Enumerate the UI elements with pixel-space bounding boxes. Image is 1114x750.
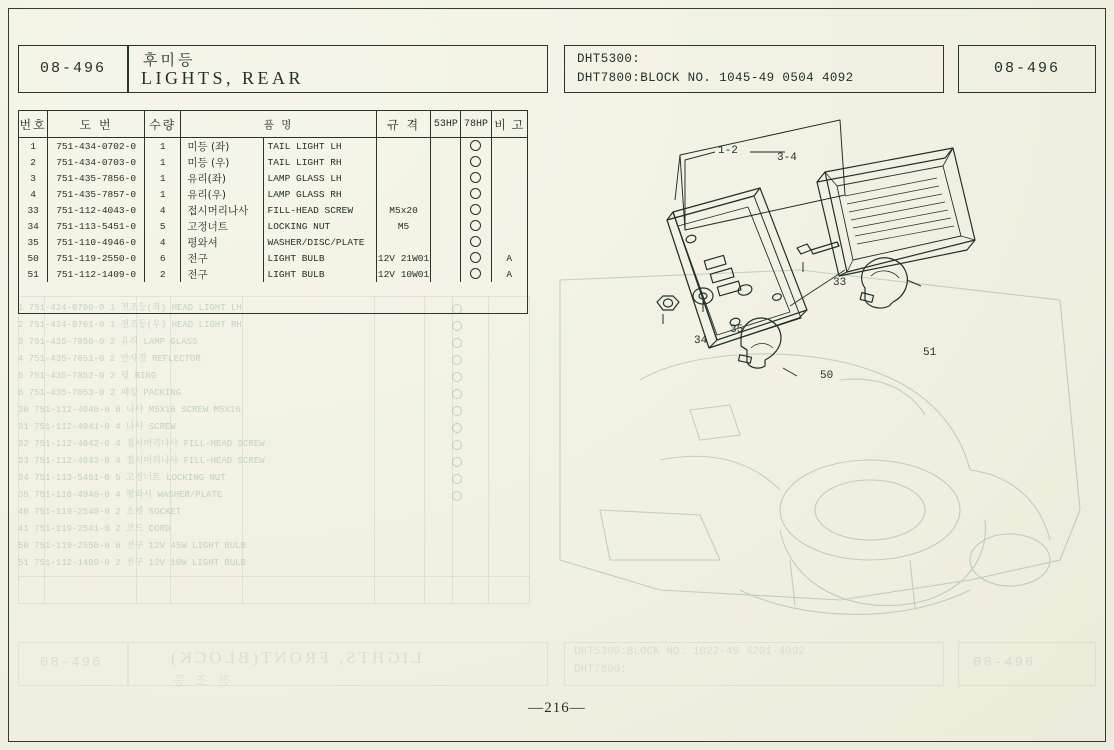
mark-dot (470, 204, 481, 215)
cell-part: 751-112-4043-0 (48, 202, 145, 218)
table-row (19, 154, 527, 170)
cell-no: 1 (19, 138, 48, 155)
cell-qty: 6 (144, 250, 180, 266)
table-row (19, 266, 527, 282)
page-number-right: 08-496 (993, 60, 1060, 77)
cell-53hp (431, 250, 461, 266)
cell-remark (491, 138, 527, 155)
callout-label-51: 51 (923, 347, 937, 359)
cell-remark (491, 154, 527, 170)
table-row (19, 218, 527, 234)
cell-no: 4 (19, 186, 48, 202)
ghost-title-en: LIGHTS, FRONT(BLOCK) (168, 648, 422, 667)
cell-name-en: LIGHT BULB (263, 250, 376, 266)
cell-part: 751-113-5451-0 (48, 218, 145, 234)
cell-53hp (431, 154, 461, 170)
cell-no: 50 (19, 250, 48, 266)
tail-light-illustration (545, 100, 1105, 680)
ghost-row: 31 751-112-4041-0 4 나사 SCREW (18, 422, 176, 432)
cell-no: 2 (19, 154, 48, 170)
col-header-part: 도 번 (48, 111, 145, 138)
ghost-row: 1 751-434-0700-0 1 전조등(좌) HEAD LIGHT LH (18, 303, 242, 313)
col-header-qty: 수량 (144, 111, 180, 138)
cell-name-en: FILL-HEAD SCREW (263, 202, 376, 218)
cell-name-en: TAIL LIGHT LH (263, 138, 376, 155)
cell-spec (376, 170, 430, 186)
cell-name-kr: 접시머리나사 (181, 202, 263, 218)
cell-name-kr: 평와셔 (181, 234, 263, 250)
cell-53hp (431, 170, 461, 186)
cell-name-en: LOCKING NUT (263, 218, 376, 234)
col-header-no: 번호 (19, 111, 48, 138)
cell-name-en: LAMP GLASS RH (263, 186, 376, 202)
callout-label-35: 35 (730, 324, 744, 336)
cell-spec (376, 138, 430, 155)
ghost-row: 35 751-110-4946-0 4 평와셔 WASHER/PLATE (18, 490, 223, 500)
cell-no: 34 (19, 218, 48, 234)
cell-name-kr: 고정너트 (181, 218, 263, 234)
cell-no: 35 (19, 234, 48, 250)
cell-qty: 1 (144, 138, 180, 155)
mark-dot (470, 236, 481, 247)
ghost-row: 32 751-112-4042-0 4 접시머리나사 FILL-HEAD SCREW (18, 439, 265, 449)
cell-78hp (461, 186, 491, 202)
cell-53hp (431, 234, 461, 250)
cell-spec (376, 154, 430, 170)
ghost-row: 4 751-435-7851-0 2 반사경 REFLECTOR (18, 354, 201, 364)
cell-name-kr: 전구 (181, 266, 263, 282)
cell-qty: 1 (144, 154, 180, 170)
cell-part: 751-112-1409-0 (48, 266, 145, 282)
ghost-row: 3 751-435-7850-0 2 유리 LAMP GLASS (18, 337, 198, 347)
cell-remark (491, 234, 527, 250)
cell-name-kr: 미등 (좌) (181, 138, 263, 155)
cell-spec: M5 (376, 218, 430, 234)
cell-no: 51 (19, 266, 48, 282)
table-row (19, 234, 527, 250)
parts-table-grid (19, 111, 527, 282)
cell-78hp (461, 250, 491, 266)
cell-78hp (461, 170, 491, 186)
cell-name-kr: 유리(좌) (181, 170, 263, 186)
cell-53hp (431, 218, 461, 234)
mark-dot (470, 252, 481, 263)
cell-78hp (461, 202, 491, 218)
cell-remark: A (506, 252, 513, 264)
ghost-row: 33 751-112-4043-0 4 접시머리나사 FILL-HEAD SCREW (18, 456, 265, 466)
cell-qty: 1 (144, 170, 180, 186)
cell-name-en: TAIL LIGHT RH (263, 154, 376, 170)
col-header-remark: 비 고 (491, 111, 527, 138)
ghost-row: 34 751-113-5451-0 5 고정너트 LOCKING NUT (18, 473, 226, 483)
model-note-line-2: DHT7800:BLOCK NO. 1045-49 0504 4092 (577, 71, 854, 85)
cell-qty: 2 (144, 266, 180, 282)
callout-label-3-4: 3-4 (777, 152, 797, 164)
cell-name-kr: 유리(우) (181, 186, 263, 202)
mark-dot (470, 188, 481, 199)
header-page-number-right-box (958, 45, 1096, 93)
cell-part: 751-435-7856-0 (48, 170, 145, 186)
ghost-header-right: 08-496 (973, 655, 1036, 671)
ghost-row: 2 751-434-0701-0 1 전조등(우) HEAD LIGHT RH (18, 320, 242, 330)
cell-qty: 5 (144, 218, 180, 234)
header-page-number-left-box (18, 45, 128, 93)
header-note-box (564, 45, 944, 93)
cell-remark: A (506, 268, 513, 280)
cell-name-en: LAMP GLASS LH (263, 170, 376, 186)
cell-remark (491, 170, 527, 186)
cell-no: 3 (19, 170, 48, 186)
ghost-note2: DHT7800: (574, 664, 627, 676)
model-note-line-1: DHT5300: (577, 52, 641, 66)
mark-dot (470, 156, 481, 167)
cell-part: 751-435-7857-0 (48, 186, 145, 202)
cell-name-en: LIGHT BULB (263, 266, 376, 282)
cell-name-kr: 전구 (181, 250, 263, 266)
col-header-78hp: 78HP (461, 111, 491, 138)
cell-qty: 4 (144, 202, 180, 218)
cell-part: 751-119-2550-0 (48, 250, 145, 266)
cell-part: 751-434-0703-0 (48, 154, 145, 170)
cell-name-kr: 미등 (우) (181, 154, 263, 170)
cell-53hp (431, 186, 461, 202)
cell-spec (376, 186, 430, 202)
mark-dot (470, 140, 481, 151)
parts-table-body (19, 138, 527, 283)
ghost-row: 40 751-119-2540-0 2 소켓 SOCKET (18, 507, 182, 517)
table-row (19, 202, 527, 218)
cell-qty: 1 (144, 186, 180, 202)
cell-remark (491, 202, 527, 218)
ghost-row: 6 751-435-7853-0 2 패킹 PACKING (18, 388, 182, 398)
callout-label-1-2: 1-2 (718, 145, 738, 157)
cell-part: 751-434-0702-0 (48, 138, 145, 155)
cell-53hp (431, 202, 461, 218)
cell-name-en: WASHER/DISC/PLATE (263, 234, 376, 250)
ghost-row: 51 751-112-1409-0 2 전구 12V 10W LIGHT BULB (18, 558, 247, 568)
table-header-row (19, 111, 527, 138)
callout-label-34: 34 (694, 335, 708, 347)
cell-remark (491, 186, 527, 202)
cell-53hp (431, 138, 461, 155)
parts-table (18, 110, 528, 282)
cell-78hp (461, 154, 491, 170)
cell-78hp (461, 234, 491, 250)
cell-spec (376, 234, 430, 250)
cell-no: 33 (19, 202, 48, 218)
ghost-row: 5 751-435-7852-0 2 링 RING (18, 371, 157, 381)
cell-spec: M5x20 (376, 202, 430, 218)
cell-78hp (461, 218, 491, 234)
cell-qty: 4 (144, 234, 180, 250)
callout-label-50: 50 (820, 370, 834, 382)
ghost-header-left: 08-496 (40, 655, 103, 671)
col-header-spec: 규 격 (376, 111, 430, 138)
col-header-53hp: 53HP (431, 111, 461, 138)
page-footer-number: —216— (528, 700, 586, 716)
ghost-note1: DHT5300:BLOCK NO. 1022-49 4201-4092 (574, 646, 806, 658)
table-row (19, 186, 527, 202)
page-title-korean: 후미등 (143, 51, 196, 69)
cell-part: 751-110-4946-0 (48, 234, 145, 250)
cell-78hp (461, 138, 491, 155)
mark-dot (470, 220, 481, 231)
ghost-row: 41 751-119-2541-0 2 코드 CORD (18, 524, 171, 534)
ghost-row: 50 751-119-2550-0 6 전구 12V 45W LIGHT BULB (18, 541, 247, 551)
callout-label-33: 33 (833, 277, 847, 289)
header-title-box (128, 45, 548, 93)
page-title-english: LIGHTS, REAR (141, 68, 304, 88)
cell-spec: 12V 10W01 (376, 266, 430, 282)
mark-dot (470, 172, 481, 183)
ghost-title-kr: 전 조 등 (170, 674, 231, 689)
ghost-row: 30 751-112-4040-0 6 나사 M5X16 SCREW M5X16 (18, 405, 241, 415)
page-number-left: 08-496 (39, 60, 106, 77)
cell-remark (491, 218, 527, 234)
table-row (19, 138, 527, 155)
mark-dot (470, 268, 481, 279)
col-header-name: 품 명 (181, 111, 376, 138)
cell-78hp (461, 266, 491, 282)
table-row (19, 170, 527, 186)
cell-spec: 12V 21W01 (376, 250, 430, 266)
cell-53hp (431, 266, 461, 282)
header (18, 45, 1096, 93)
table-row (19, 250, 527, 266)
